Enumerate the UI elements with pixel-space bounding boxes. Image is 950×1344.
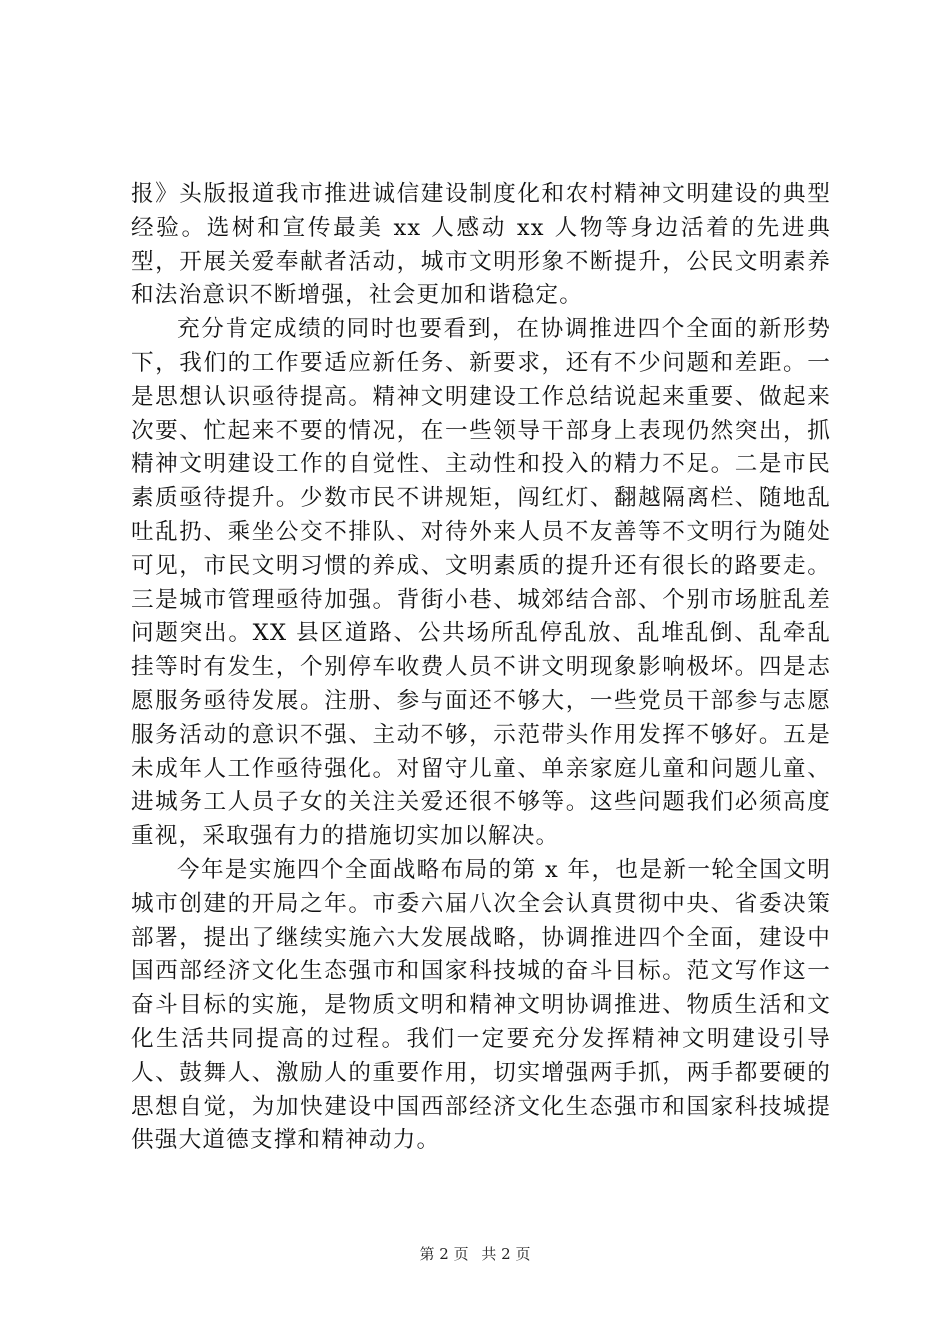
paragraph-2: 充分肯定成绩的同时也要看到，在协调推进四个全面的新形势下，我们的工作要适应新任务、新要求，还有不少问题和差距。一是思想认识亟待提高。精神文明建设工作总结说起来重要、做起来次要、忙起来不要的情况，在一些领导干部身上表现仍然突出，抓精神文明建设工作的自觉性、主动性和投入的精力不足。二是市民素质亟待提升。少数市民不讲规矩，闯红灯、翻越隔离栏、随地乱吐乱扔、乘坐公交不排队、对待外来人员不友善等不文明行为随处可见，市民文明习惯的养成、文明素质的提升还有很长的路要走。三是城市管理亟待加强。背街小巷、城郊结合部、个别市场脏乱差问题突出。XX 县区道路、公共场所乱停乱放、乱堆乱倒、乱牵乱挂等时有发生，个别停车收费人员不讲文明现象影响极坏。四是志愿服务亟待发展。注册、参与面还不够大，一些党员干部参与志愿服务活动的意识不强、主动不够，示范带头作用发挥不够好。五是未成年人工作亟待强化。对留守儿童、单亲家庭儿童和问题儿童、进城务工人员子女的关注关爱还很不够等。这些问题我们必须高度重视，采取强有力的措施切实加以解决。 — [131, 316, 831, 850]
document-body — [131, 178, 831, 1158]
page-number: 第 2 页 — [419, 1245, 469, 1263]
paragraph-3: 今年是实施四个全面战略布局的第 x 年，也是新一轮全国文明城市创建的开局之年。市委六届八次全会认真贯彻中央、省委决策部署，提出了继续实施六大发展战略，协调推进四个全面，建设中国西部经济文化生态强市和国家科技城的奋斗目标。范文写作这一奋斗目标的实施，是物质文明和精神文明协调推进、物质生活和文化生活共同提高的过程。我们一定要充分发挥精神文明建设引导人、鼓舞人、激励人的重要作用，切实增强两手抓，两手都要硬的思想自觉，为加快建设中国西部经济文化生态强市和国家科技城提供强大道德支撑和精神动力。 — [131, 856, 831, 1154]
page-total: 共 2 页 — [481, 1245, 531, 1263]
page-footer — [0, 1244, 950, 1264]
paragraph-1: 报》头版报道我市推进诚信建设制度化和农村精神文明建设的典型经验。选树和宣传最美 xx 人感动 xx 人物等身边活着的先进典型，开展关爱奉献者活动，城市文明形象不断提升，公民文明素养和法治意识不断增强，社会更加和谐稳定。 — [131, 181, 831, 309]
